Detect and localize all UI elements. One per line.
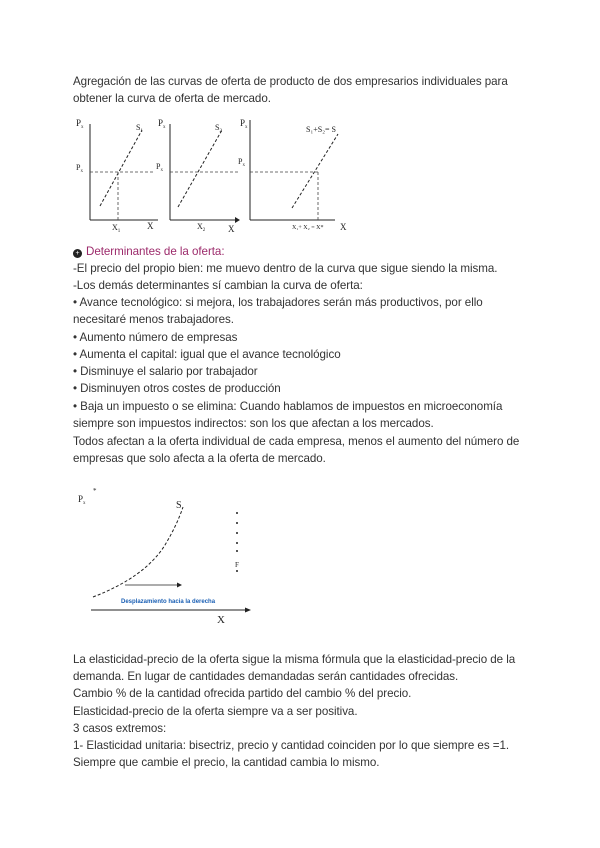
determinants-heading-text: Determinantes de la oferta: bbox=[86, 245, 225, 258]
fig2-shift-arrow-head bbox=[177, 583, 182, 588]
panel3-qty-label: X₁+ X₂ = X* bbox=[292, 225, 324, 231]
section-line-12: empresas que solo afecta a la oferta de mercado. bbox=[73, 452, 326, 465]
elasticity-line-3: Cambio % de la cantidad ofrecida partido del cambio % del precio. bbox=[73, 687, 412, 700]
elasticity-line-7: Siempre que cambie el precio, la cantidad cambia lo mismo. bbox=[73, 756, 380, 769]
supply-aggregation-figure bbox=[70, 112, 360, 237]
fig2-arrow-text: Desplazamiento hacia la derecha bbox=[121, 599, 216, 605]
panel2-supply-curve bbox=[178, 130, 222, 207]
panel1-price-label: $P_x$ bbox=[76, 163, 83, 174]
section-line-10: siempre son impuestos indirectos: son los que afectan a los mercados. bbox=[73, 417, 434, 430]
fig2-side-label: F bbox=[235, 561, 239, 569]
panel1-curve-label: $S_1$ bbox=[136, 123, 143, 134]
intro-line-2: obtener la curva de oferta de mercado. bbox=[73, 92, 271, 105]
elasticity-line-5: 3 casos extremos: bbox=[73, 722, 167, 735]
fig2-supply-curve bbox=[93, 507, 183, 597]
section-line-7: • Disminuye el salario por trabajador bbox=[73, 365, 258, 378]
panel2-x-arrow bbox=[235, 217, 240, 223]
determinants-heading bbox=[73, 243, 225, 260]
panel1-supply-curve bbox=[100, 130, 142, 206]
panel2-price-label: $P_x$ bbox=[156, 162, 163, 173]
fig2-x-arrow bbox=[245, 608, 251, 613]
panel2-qty-label: $X_2$ bbox=[197, 222, 206, 233]
fig2-y-mark: * bbox=[93, 487, 97, 495]
panel3-y-label: $P_x$ bbox=[240, 118, 248, 130]
section-line-5: • Aumento número de empresas bbox=[73, 331, 238, 344]
section-line-2: -Los demás determinantes sí cambian la curva de oferta: bbox=[73, 279, 363, 292]
section-line-3: • Avance tecnológico: si mejora, los trabajadores serán más productivos, por ello bbox=[73, 296, 483, 309]
elasticity-line-1: La elasticidad-precio de la oferta sigue la misma fórmula que la elasticidad-precio de la bbox=[73, 653, 516, 666]
circle-plus-icon: + bbox=[73, 249, 82, 258]
panel3-curve-label: S₁+S₂= S bbox=[306, 125, 336, 134]
section-line-9: • Baja un impuesto o se elimina: Cuando hablamos de impuestos en microeconomía bbox=[73, 400, 503, 413]
fig2-curve-label: S bbox=[176, 500, 182, 511]
fig2-x-axis-label: X bbox=[217, 614, 225, 626]
section-line-6: • Aumenta el capital: igual que el avance tecnológico bbox=[73, 348, 341, 361]
intro-line-1: Agregación de las curvas de oferta de producto de dos empresarios individuales para bbox=[73, 75, 508, 88]
fig2-y-label: $P_x$ bbox=[78, 494, 86, 506]
panel-firm-1 bbox=[76, 118, 158, 234]
section-line-8: • Disminuyen otros costes de producción bbox=[73, 382, 281, 395]
section-line-4: necesitaré menos trabajadores. bbox=[73, 313, 234, 326]
elasticity-line-6: 1- Elasticidad unitaria: bisectriz, precio y cantidad coinciden por lo que siempre es =1. bbox=[73, 739, 510, 752]
section-line-1: -El precio del propio bien: me muevo dentro de la curva que sigue siendo la misma. bbox=[73, 262, 498, 275]
section-line-11: Todos afectan a la oferta individual de cada empresa, menos el aumento del número de bbox=[73, 435, 520, 448]
supply-shift-figure bbox=[78, 485, 255, 626]
panel1-y-label: $P_x$ bbox=[76, 118, 84, 130]
panel1-x-axis-label: X bbox=[147, 221, 154, 231]
elasticity-line-2: demanda. En lugar de cantidades demandadas serán cantidades ofrecidas. bbox=[73, 670, 459, 683]
panel2-curve-label: $S_2$ bbox=[215, 123, 222, 134]
panel2-y-label: $P_x$ bbox=[158, 118, 166, 130]
panel-market bbox=[238, 118, 347, 232]
panel-firm-2 bbox=[156, 118, 240, 234]
panel3-price-label: $P_x$ bbox=[238, 157, 245, 168]
panel2-x-axis-label: X bbox=[228, 224, 235, 234]
panel1-qty-label: $X_1$ bbox=[112, 223, 121, 234]
elasticity-line-4: Elasticidad-precio de la oferta siempre va a ser positiva. bbox=[73, 705, 358, 718]
panel3-supply-curve bbox=[292, 134, 338, 208]
panel3-x-axis-label: X bbox=[340, 222, 347, 232]
